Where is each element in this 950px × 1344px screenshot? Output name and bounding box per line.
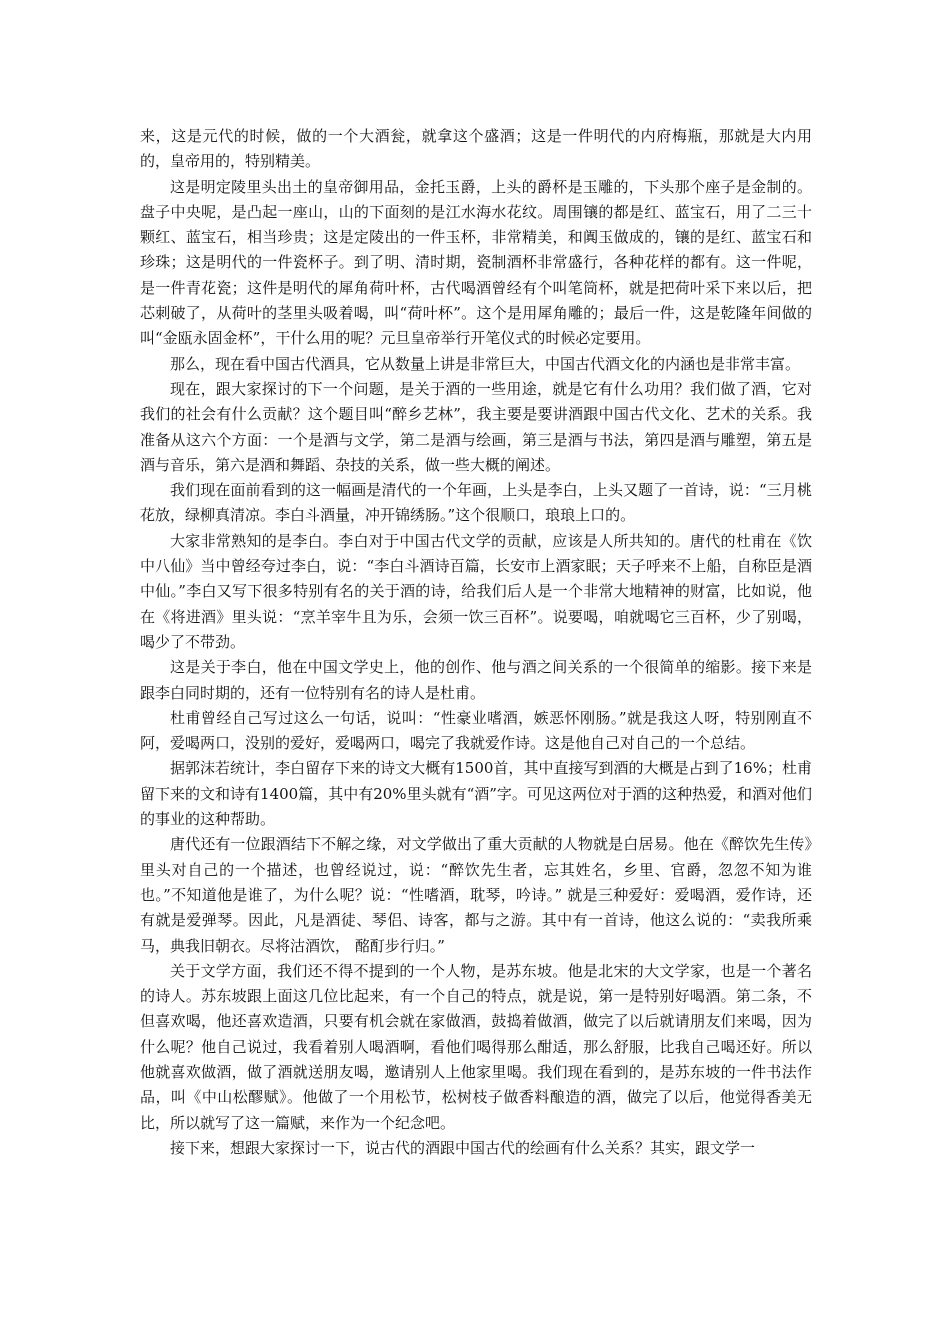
paragraph: 关于文学方面，我们还不得不提到的一个人物，是苏东坡。他是北宋的大文学家，也是一个著名的诗人。苏东坡跟上面这几位比起来，有一个自己的特点，就是说，第一是特别好喝酒。第二条，不但喜欢喝，他还喜欢造酒，只要有机会就在家做酒，鼓捣着做酒，做完了以后就请朋友们来喝，因为什么呢？他自己说过，我看着别人喝酒啊，看他们喝得那么酣适，那么舒服，比我自己喝还好。所以他就喜欢做酒，做了酒就送朋友喝，邀请别人上他家里喝。我们现在看到的，是苏东坡的一件书法作品，叫《中山松醪赋》。他做了一个用松节，松树枝子做香料酿造的酒，做完了以后，他觉得香美无比，所以就写了这一篇赋，来作为一个纪念吧。 xyxy=(140,961,812,1132)
paragraph: 大家非常熟知的是李白。李白对于中国古代文学的贡献，应该是人所共知的。唐代的杜甫在《饮中八仙》当中曾经夸过李白，说：“李白斗酒诗百篇，长安市上酒家眠；天子呼来不上船，自称臣是酒中仙。”李白又写下很多特别有名的关于酒的诗，给我们后人是一个非常大地精神的财富，比如说，他在《将进酒》里头说：“烹羊宰牛且为乐，会须一饮三百杯”。说要喝，咱就喝它三百杯，少了别喝，喝少了不带劲。 xyxy=(140,531,812,651)
paragraph: 唐代还有一位跟酒结下不解之缘，对文学做出了重大贡献的人物就是白居易。他在《醉饮先生传》里头对自己的一个描述，也曾经说过，说：“醉饮先生者，忘其姓名，乡里、官爵，忽忽不知为谁也。”不知道他是谁了，为什么呢？说：“性嗜酒，耽琴，吟诗。” 就是三种爱好：爱喝酒，爱作诗，还有就是爱弹琴。因此，凡是酒徒、琴侣、诗客，都与之游。其中有一首诗，他这么说的：“卖我所乘马，典我旧朝衣。尽将沽酒饮， 酩酊步行归。” xyxy=(140,835,812,955)
paragraph: 这是明定陵里头出土的皇帝御用品，金托玉爵，上头的爵杯是玉雕的，下头那个座子是金制的。盘子中央呢，是凸起一座山，山的下面刻的是江水海水花纹。周围镶的都是红、蓝宝石，用了二三十颗红、蓝宝石，相当珍贵；这是定陵出的一件玉杯，非常精美，和阗玉做成的，镶的是红、蓝宝石和珍珠；这是明代的一件瓷杯子。到了明、清时期，瓷制酒杯非常盛行，各种花样的都有。这一件呢，是一件青花瓷；这件是明代的犀角荷叶杯，古代喝酒曾经有个叫笔筒杯，就是把荷叶采下来以后，把芯刺破了，从荷叶的茎里头吸着喝，叫“荷叶杯”。这个是用犀角雕的；最后一件，这是乾隆年间做的叫“金瓯永固金杯”，干什么用的呢？元旦皇帝举行开笔仪式的时候必定要用。 xyxy=(140,177,812,348)
paragraph: 来，这是元代的时候，做的一个大酒瓮，就拿这个盛酒；这是一件明代的内府梅瓶，那就是大内用的，皇帝用的，特别精美。 xyxy=(140,127,812,171)
paragraph: 我们现在面前看到的这一幅画是清代的一个年画，上头是李白，上头又题了一首诗，说：“三月桃花放，绿柳真清凉。李白斗酒量，冲开锦绣肠。”这个很顺口，琅琅上口的。 xyxy=(140,481,812,525)
paragraph: 杜甫曾经自己写过这么一句话，说叫：“性豪业嗜酒，嫉恶怀刚肠。”就是我这人呀，特别刚直不阿，爱喝两口，没别的爱好，爱喝两口，喝完了我就爱作诗。这是他自己对自己的一个总结。 xyxy=(140,708,812,753)
document-page xyxy=(140,124,812,1161)
paragraph: 那么，现在看中国古代酒具，它从数量上讲是非常巨大，中国古代酒文化的内涵也是非常丰富。 xyxy=(170,354,801,373)
paragraph: 据郭沫若统计，李白留存下来的诗文大概有1500首，其中直接写到酒的大概是占到了16%；杜甫留下来的文和诗有1400篇，其中有20%里头就有“酒”字。可见这两位对于酒的这种热爱，和酒对他们的事业的这种帮助。 xyxy=(140,759,812,829)
paragraph: 这是关于李白，他在中国文学史上，他的创作、他与酒之间关系的一个很简单的缩影。接下来是跟李白同时期的，还有一位特别有名的诗人是杜甫。 xyxy=(140,658,812,702)
paragraph: 接下来，想跟大家探讨一下，说古代的酒跟中国古代的绘画有什么关系？其实，跟文学一 xyxy=(170,1138,756,1157)
paragraph: 现在，跟大家探讨的下一个问题，是关于酒的一些用途，就是它有什么功用？我们做了酒，它对我们的社会有什么贡献？这个题目叫“醉乡艺林”，我主要是要讲酒跟中国古代文化、艺术的关系。我准备从这六个方面：一个是酒与文学，第二是酒与绘画，第三是酒与书法，第四是酒与雕塑，第五是酒与音乐，第六是酒和舞蹈、杂技的关系，做一些大概的阐述。 xyxy=(140,379,812,474)
